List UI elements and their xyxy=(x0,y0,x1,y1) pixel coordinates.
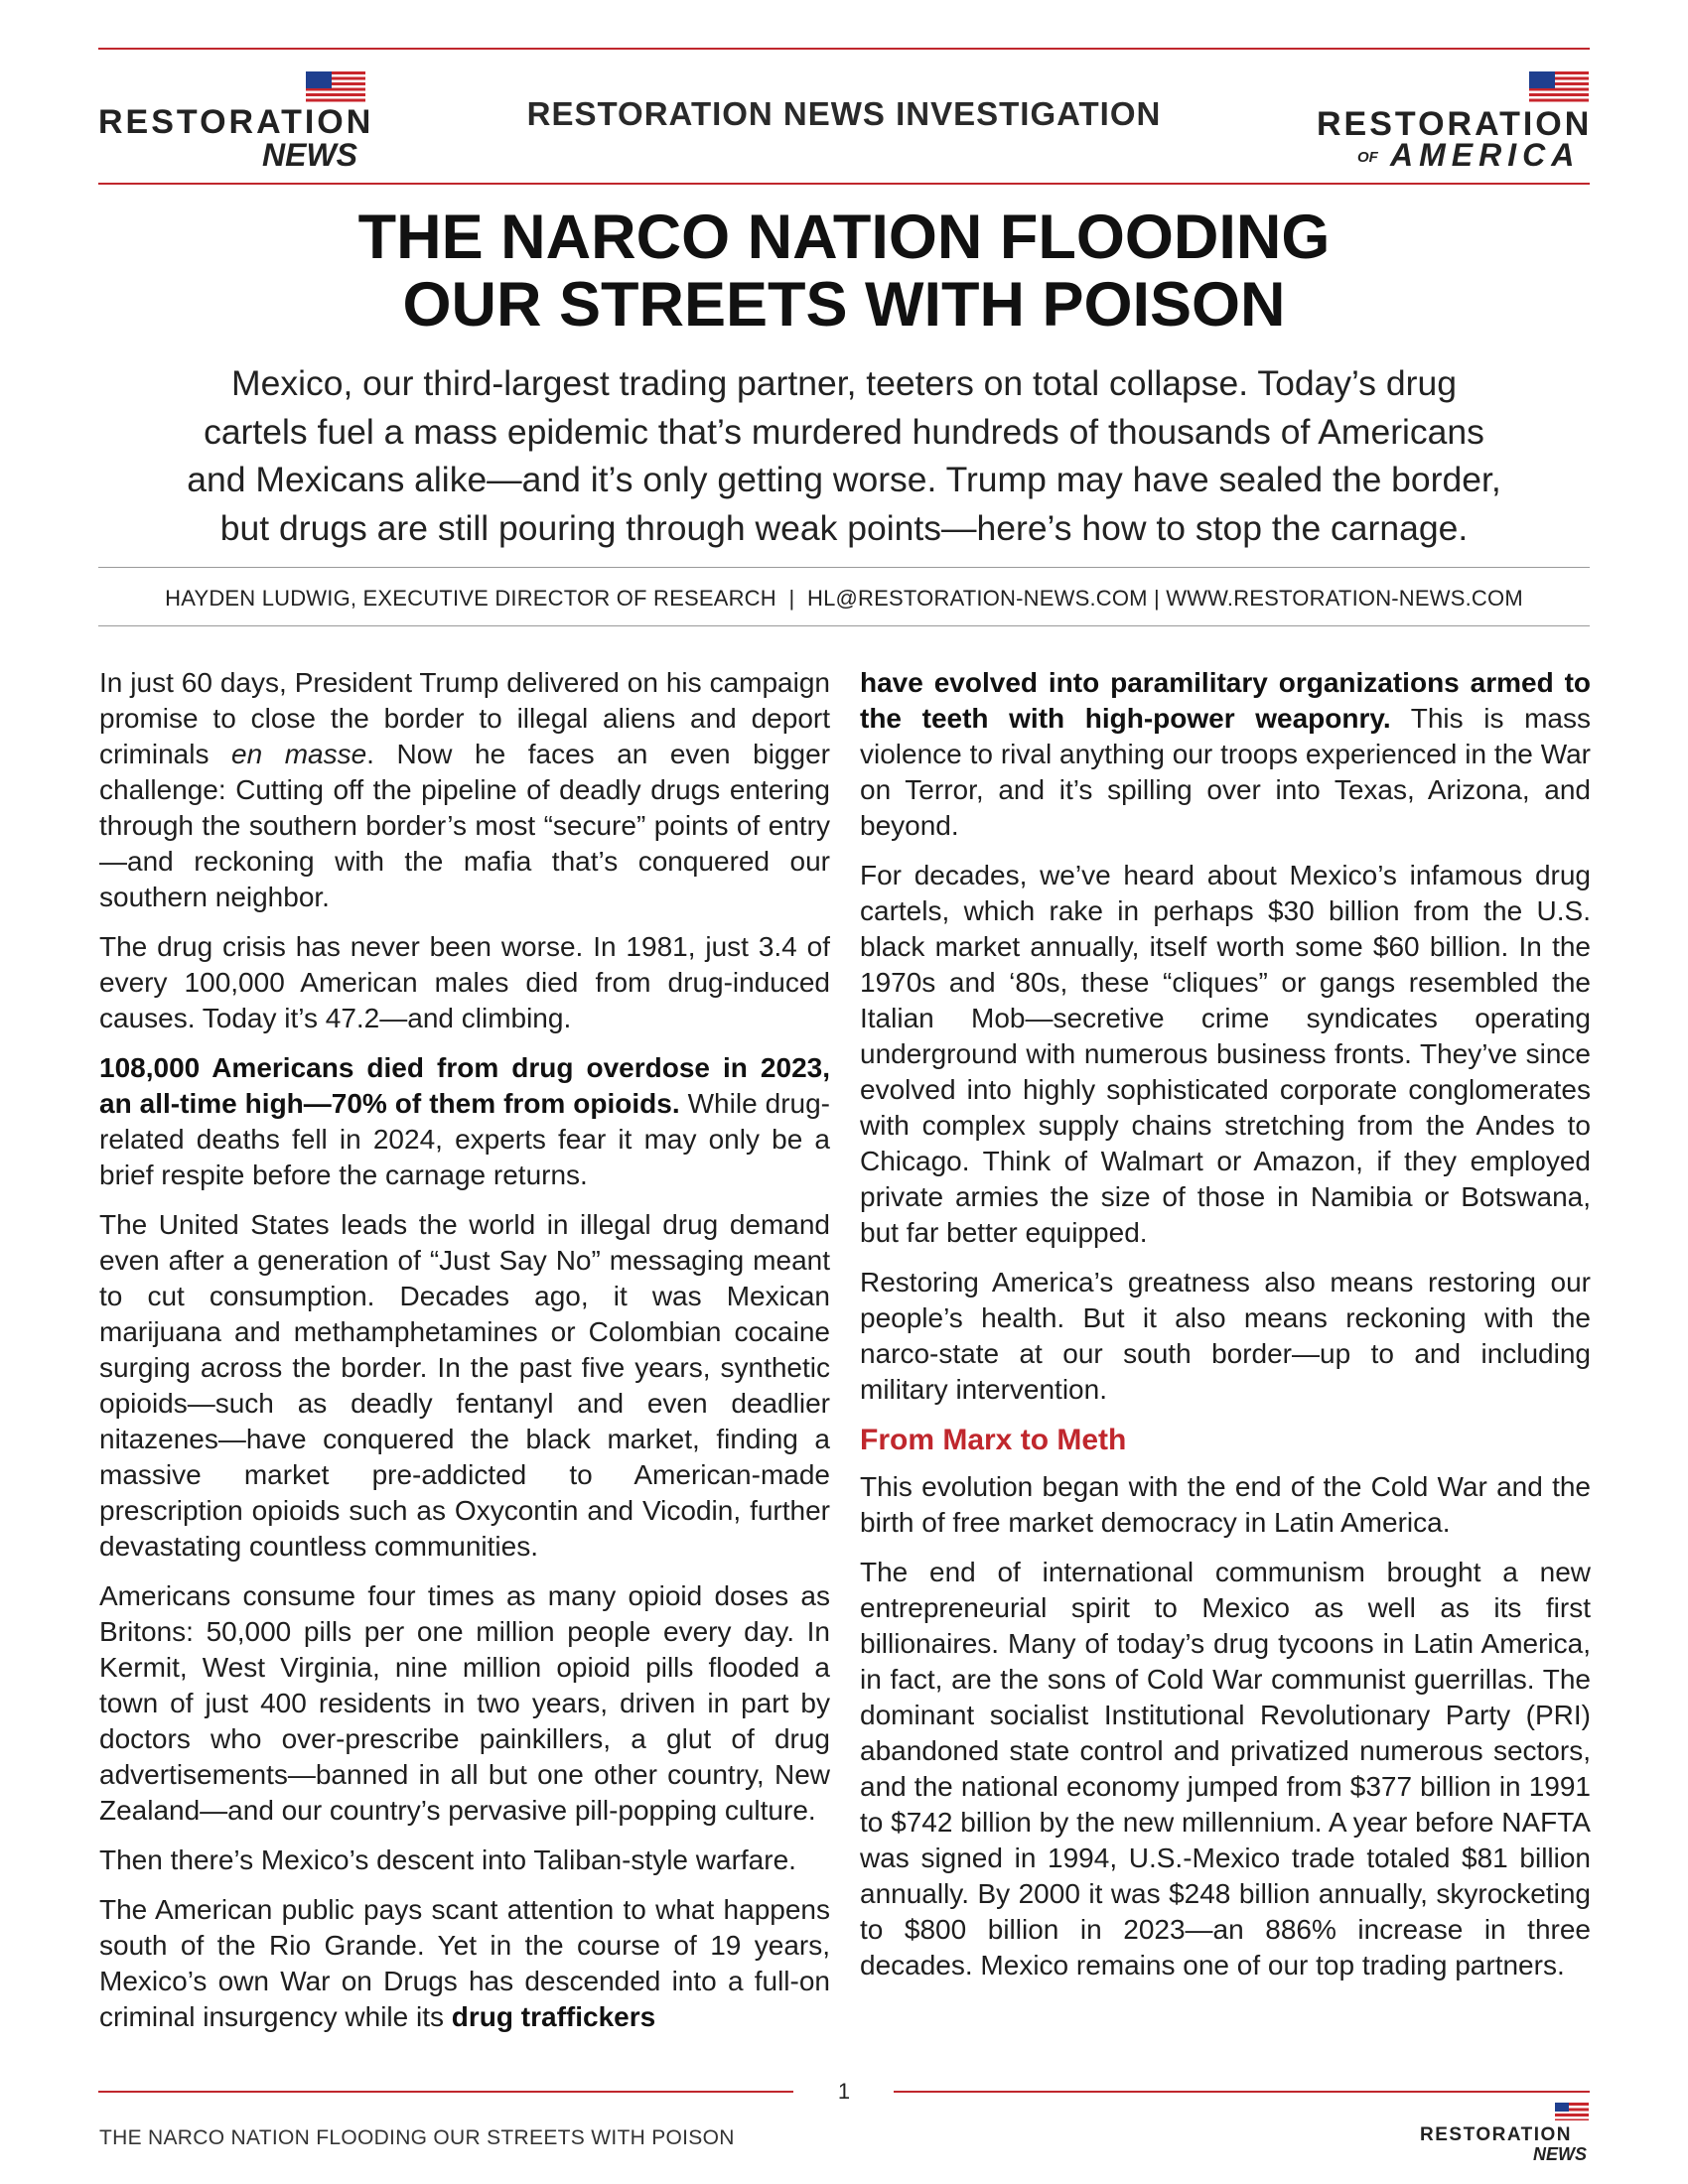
header-bottom-rule xyxy=(98,183,1590,185)
bold-run: have evolved into paramilitary organizations armed to the teeth with high-power weaponry. xyxy=(860,667,1591,734)
deck-line: Mexico, our third-largest trading partner, teeters on total collapse. Today’s drug xyxy=(231,363,1457,403)
logo-of-text: OF xyxy=(1357,149,1378,166)
headline-line-1: THE NARCO NATION FLOODING xyxy=(357,203,1331,272)
paragraph: The drug crisis has never been worse. In 1981, just 3.4 of every 100,000 American males died from drug-induced causes. Today it’s 47.2—and climbing. xyxy=(99,931,830,1033)
bold-run: 108,000 Americans died from drug overdose in 2023, an all-time high—70% of them from opioids. xyxy=(99,1052,830,1119)
text-run: While drug-related deaths fell in 2024, experts fear it may only be a brief respite before the carnage returns. xyxy=(99,1088,830,1190)
us-flag-icon xyxy=(1555,2103,1589,2120)
deck-line: cartels fuel a mass epidemic that’s murdered hundreds of thousands of Americans xyxy=(204,411,1484,452)
paragraph: This evolution began with the end of the Cold War and the birth of free market democracy in Latin America. xyxy=(860,1471,1591,1538)
paragraph xyxy=(99,1050,830,1193)
paragraph: The end of international communism brought a new entrepreneurial spirit to Mexico as well as its first billionaires. Many of today’s drug tycoons in Latin America, in fact, are the sons of Cold War communist guerrillas. The dominant socialist Institutional Revolutionary Party (PRI) abandoned state control and privatized numerous sectors, and the national economy jumped from $377 billion in 1991 to $742 billion by the new millennium. A year before NAFTA was signed in 1994, U.S.-Mexico trade totaled $81 billion annually. By 2000 it was $248 billion annually, skyrocketing to $800 billion in 2023—an 886% increase in three decades. Mexico remains one of our top trading partners. xyxy=(860,1557,1591,1980)
deck-line: and Mexicans alike—and it’s only getting worse. Trump may have sealed the border, xyxy=(187,460,1501,499)
paragraph: Then there’s Mexico’s descent into Taliban-style warfare. xyxy=(99,1844,796,1875)
footer-rule-left xyxy=(98,2091,793,2093)
italic-run: en masse xyxy=(231,739,367,769)
logo-sub-text: AMERICA xyxy=(1390,137,1581,173)
logo-sub-text: NEWS xyxy=(262,137,357,173)
paragraph: Americans consume four times as many opioid doses as Britons: 50,000 pills per one million people every day. In Kermit, West Virginia, nine million opioid pills flooded a town of just 400 residents in two years, driven in part by doctors who over-prescribe painkillers, a glut of drug advertisements—banned in all but one other country, New Zealand—and our country’s pervasive pill-popping culture. xyxy=(99,1580,830,1826)
article-column-right xyxy=(860,665,1591,2055)
logo-main-text: RESTORATION xyxy=(1317,105,1593,143)
text-run: In just 60 days, President Trump delivered on his campaign promise to close the border to illegal aliens and deport criminals xyxy=(99,667,830,769)
top-rule xyxy=(98,48,1590,50)
byline-top-rule xyxy=(98,567,1590,568)
footer-logo-sub: NEWS xyxy=(1533,2144,1587,2164)
deck-line: but drugs are still pouring through weak points—here’s how to stop the carnage. xyxy=(219,507,1469,548)
page-number: 1 xyxy=(837,2079,851,2104)
header-title: RESTORATION NEWS INVESTIGATION xyxy=(526,95,1162,132)
footer-rule-right xyxy=(894,2091,1590,2093)
paragraph xyxy=(99,665,830,915)
bold-run: drug traffickers xyxy=(451,2001,656,2032)
paragraph xyxy=(99,1892,830,2035)
footer-logo-main: RESTORATION xyxy=(1420,2124,1573,2145)
paragraph xyxy=(860,665,1591,844)
paragraph: The United States leads the world in illegal drug demand even after a generation of “Just Say No” messaging meant to cut consumption. Decades ago, it was Mexican marijuana and methamphetamines or Colombian cocaine surging across the border. In the past five years, synthetic opioids—such as deadly fentanyl and even deadlier nitazenes—have conquered the black market, finding a massive market pre-addicted to American-made prescription opioids such as Oxycontin and Vicodin, further devastating countless communities. xyxy=(99,1209,830,1562)
us-flag-icon xyxy=(306,71,365,104)
deck xyxy=(119,359,1569,552)
text-run: This is mass violence to rival anything our troops experienced in the War on Terror, and it’s spilling over into Texas, Arizona, and beyond. xyxy=(860,703,1591,841)
paragraph: Restoring America’s greatness also means restoring our people’s health. But it also means reckoning with the narco-state at our south border—up to and including military intervention. xyxy=(860,1267,1591,1405)
logo-main-text: RESTORATION xyxy=(98,103,374,141)
text-run: The American public pays scant attention to what happens south of the Rio Grande. Yet in the course of 19 years, Mexico’s own War on Drugs has descended into a full-on criminal insurgency while its xyxy=(99,1894,830,2032)
headline-line-2: OUR STREETS WITH POISON xyxy=(402,270,1286,340)
paragraph: For decades, we’ve heard about Mexico’s infamous drug cartels, which rake in perhaps $30 billion from the U.S. black market annually, itself worth some $60 billion. In the 1970s and ‘80s, these “cliques” or gangs resembled the Italian Mob—secretive crime syndicates operating underground with numerous business fronts. They’ve since evolved into highly sophisticated corporate conglomerates with complex supply chains stretching from the Andes to Chicago. Think of Walmart or Amazon, if they employed private armies the size of those in Namibia or Botswana, but far better equipped. xyxy=(860,860,1591,1248)
footer-title: THE NARCO NATION FLOODING OUR STREETS WITH POISON xyxy=(99,2126,735,2149)
article-column-left xyxy=(99,665,830,2055)
byline: HAYDEN LUDWIG, EXECUTIVE DIRECTOR OF RESEARCH | HL@RESTORATION-NEWS.COM | WWW.RESTORATION-NEWS.COM xyxy=(165,586,1523,611)
headline xyxy=(99,204,1589,339)
text-run: . Now he faces an even bigger challenge: Cutting off the pipeline of deadly drugs entering through the southern border’s most “secure” points of entry—and reckoning with the mafia that’s conquered our southern neighbor. xyxy=(99,739,830,912)
us-flag-icon xyxy=(1529,71,1589,104)
byline-bottom-rule xyxy=(98,625,1590,626)
section-heading: From Marx to Meth xyxy=(860,1424,1127,1456)
